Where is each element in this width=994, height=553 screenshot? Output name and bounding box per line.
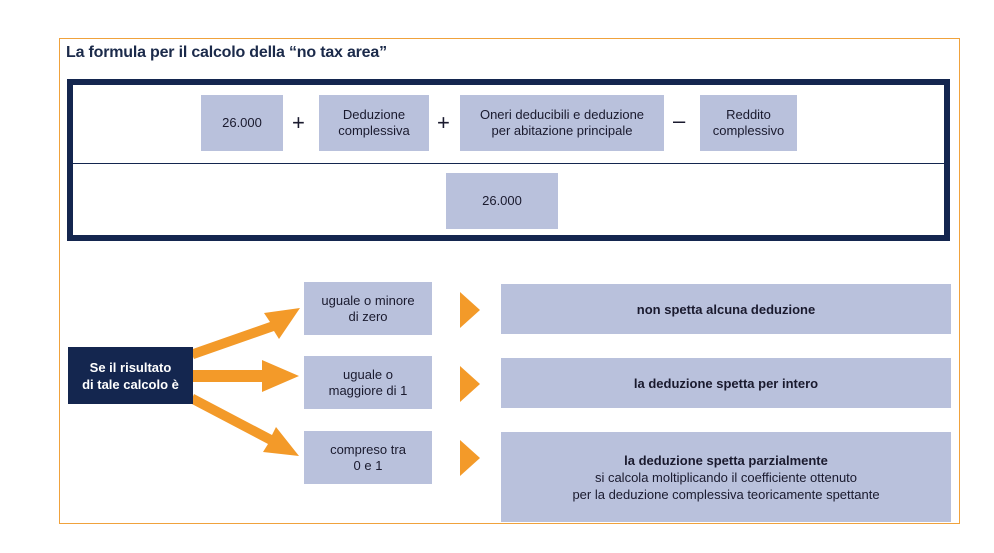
condition-1 <box>304 282 432 335</box>
condition-3-line1: compreso tra <box>330 441 406 457</box>
condition-3 <box>304 431 432 484</box>
term-reddito-line1: Reddito <box>726 107 771 122</box>
term-base-text: 26.000 <box>222 115 262 130</box>
result-1-text: non spetta alcuna deduzione <box>636 301 816 317</box>
result-3 <box>501 432 951 522</box>
plus-operator-2: + <box>437 110 450 135</box>
condition-1-line2: di zero <box>348 308 388 324</box>
arrow-up-icon <box>190 308 300 359</box>
condition-2-line2: maggiore di 1 <box>328 382 408 398</box>
denominator-text: 26.000 <box>482 193 522 208</box>
arrow-right-icon <box>193 360 299 392</box>
term-deduzione-line1: Deduzione <box>342 107 406 122</box>
condition-label-line2: di tale calcolo è <box>82 376 179 392</box>
term-deduzione-line2: complessiva <box>338 123 410 138</box>
result-2-text: la deduzione spetta per intero <box>633 375 819 391</box>
result-3-title: la deduzione spetta parzialmente <box>624 452 828 468</box>
page-title: La formula per il calcolo della “no tax area” <box>66 44 387 61</box>
result-3-line2: si calcola moltiplicando il coefficiente ottenuto <box>594 469 858 485</box>
triangle-right-icon <box>460 366 480 402</box>
triangle-right-icon <box>460 292 480 328</box>
result-2 <box>501 358 951 408</box>
triangle-right-icon <box>460 440 480 476</box>
minus-operator: – <box>673 108 686 133</box>
condition-2-line1: uguale o <box>343 366 393 382</box>
plus-operator-1: + <box>292 110 305 135</box>
condition-1-line1: uguale o minore <box>321 292 415 308</box>
term-oneri-line1: Oneri deducibili e deduzione <box>479 107 645 122</box>
result-3-line3: per la deduzione complessiva teoricamente spettante <box>572 486 880 502</box>
condition-3-line2: 0 e 1 <box>353 457 383 473</box>
result-1 <box>501 284 951 334</box>
term-reddito-line2: complessivo <box>712 123 785 138</box>
condition-label <box>68 347 193 404</box>
arrow-down-icon <box>190 394 299 456</box>
condition-label-line1: Se il risultato <box>89 359 172 375</box>
term-oneri-line2: per abitazione principale <box>491 123 633 138</box>
condition-2 <box>304 356 432 409</box>
